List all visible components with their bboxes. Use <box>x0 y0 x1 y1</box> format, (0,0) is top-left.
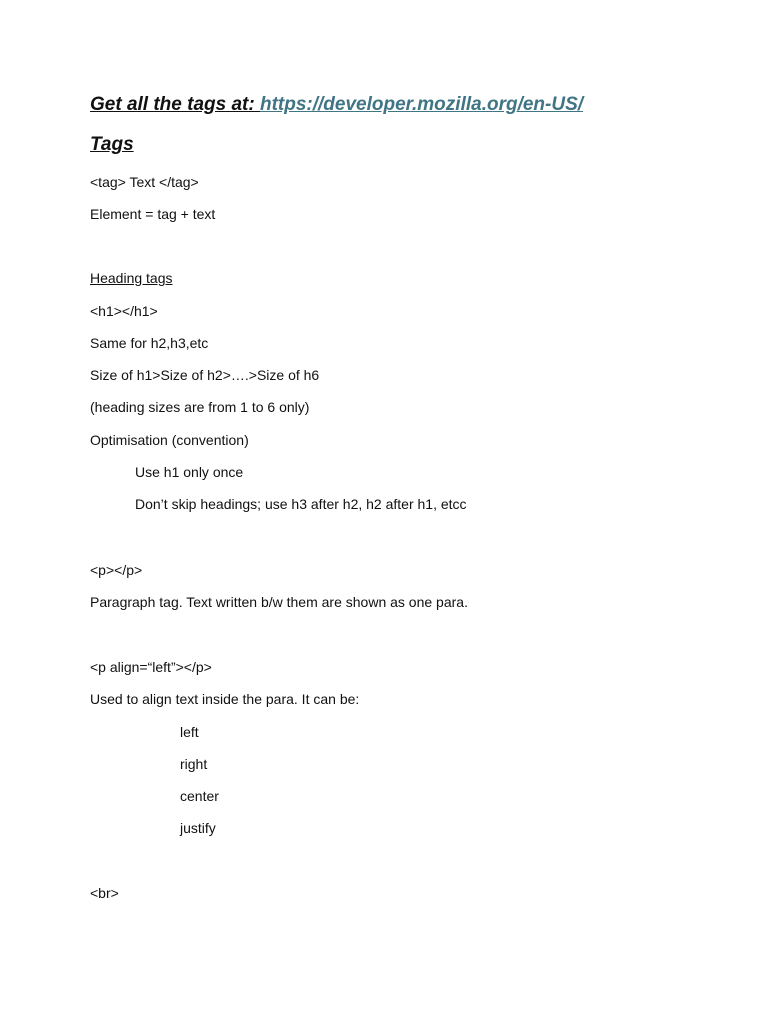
size-order-line: Size of h1>Size of h2>….>Size of h6 <box>90 367 320 383</box>
optimisation-item-2: Don’t skip headings; use h3 after h2, h2 after h1, etcc <box>135 496 467 512</box>
mdn-link[interactable]: https://developer.mozilla.org/en-US/ <box>259 94 584 115</box>
align-option-center: center <box>180 788 219 804</box>
optimisation-line: Optimisation (convention) <box>90 432 249 448</box>
br-tag-line: <br> <box>90 885 119 901</box>
optimisation-item-1: Use h1 only once <box>135 464 244 480</box>
p-align-description-line: Used to align text inside the para. It can be: <box>90 691 360 707</box>
resources-heading <box>90 93 583 117</box>
align-option-left: left <box>180 724 199 740</box>
p-align-tag-line: <p align=“left”></p> <box>90 659 212 675</box>
h1-tag-line: <h1></h1> <box>90 303 158 319</box>
element-definition-line: Element = tag + text <box>90 206 216 222</box>
heading-range-line: (heading sizes are from 1 to 6 only) <box>90 399 310 415</box>
resources-heading-prefix: Get all the tags at: <box>90 94 260 115</box>
tags-heading: Tags <box>90 134 134 155</box>
tag-syntax-line: <tag> Text </tag> <box>90 174 199 190</box>
heading-tags-subtitle: Heading tags <box>90 270 173 286</box>
align-option-justify: justify <box>180 820 216 836</box>
same-for-line: Same for h2,h3,etc <box>90 335 209 351</box>
p-tag-line: <p></p> <box>90 562 143 578</box>
align-option-right: right <box>180 756 208 772</box>
p-description-line: Paragraph tag. Text written b/w them are shown as one para. <box>90 594 468 610</box>
